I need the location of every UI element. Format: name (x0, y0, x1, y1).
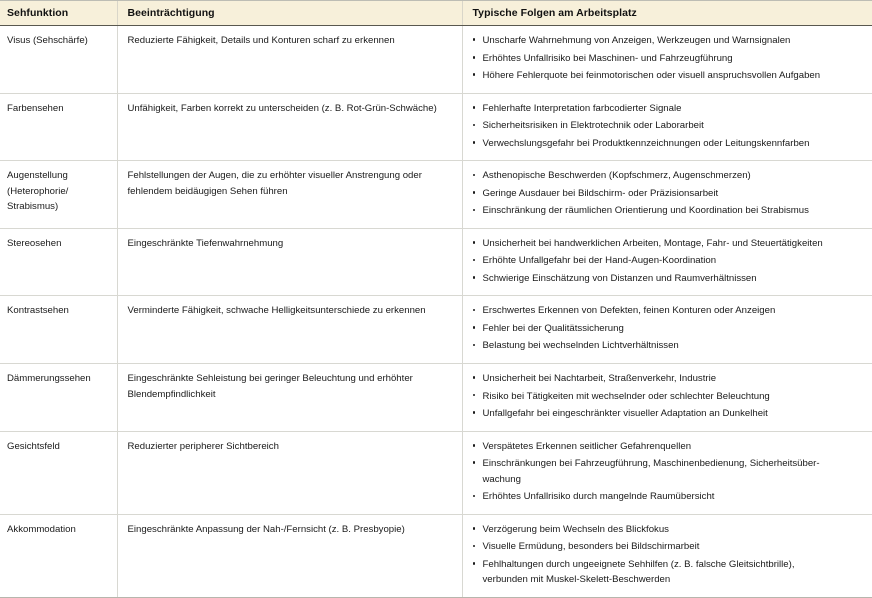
cell-beeintraechtigung: Verminderte Fähigkeit, schwache Helligkeitsunterschiede zu erkennen (117, 296, 462, 364)
bullet-icon (473, 191, 476, 194)
bullet-icon (473, 444, 476, 447)
cell-sehfunktion (0, 93, 117, 161)
cell-typische-folgen (462, 26, 872, 94)
cell-typische-folgen (462, 161, 872, 229)
column-header-beeintraechtigung: Beeinträchtigung (117, 1, 462, 26)
effect-text: Unsicherheit bei Nachtarbeit, Straßenverkehr, Industrie (482, 372, 717, 384)
table-row (0, 431, 872, 514)
sehfunktion-line: Stereosehen (7, 237, 62, 249)
effect-text: Fehlhaltungen durch ungeeignete Sehhilfen (z. B. falsche Gleitsichtbrille), (482, 558, 795, 570)
bullet-icon (473, 141, 476, 144)
list-item (473, 303, 863, 319)
effects-list (473, 236, 863, 287)
effect-text: Erhöhte Unfallgefahr bei der Hand-Augen-Koordination (482, 255, 717, 267)
bullet-icon (473, 309, 476, 312)
bullet-icon (473, 124, 476, 127)
effect-text: Belastung bei wechselnden Lichtverhältnissen (482, 340, 679, 352)
table-header-row (0, 1, 872, 26)
cell-sehfunktion (0, 431, 117, 514)
sehfunktion-line: Kontrastsehen (7, 305, 69, 317)
effects-list (473, 168, 863, 219)
cell-typische-folgen (462, 431, 872, 514)
list-item (473, 136, 863, 152)
effect-text: Asthenopische Beschwerden (Kopfschmerz, Augenschmerzen) (482, 170, 751, 182)
table-row (0, 296, 872, 364)
effect-text: Fehlerhafte Interpretation farbcodierter Signale (482, 102, 682, 114)
effect-text: Risiko bei Tätigkeiten mit wechselnder oder schlechter Beleuchtung (482, 390, 770, 402)
list-item (473, 389, 863, 405)
list-item (473, 439, 863, 455)
list-item (473, 68, 863, 84)
list-item (473, 33, 863, 49)
effect-text: Verspätetes Erkennen seitlicher Gefahrenquellen (482, 440, 692, 452)
bullet-icon (473, 209, 476, 212)
effect-text: Unfallgefahr bei eingeschränkter visueller Adaptation an Dunkelheit (482, 408, 768, 420)
table-row (0, 26, 872, 94)
list-item (473, 456, 863, 487)
list-item (473, 101, 863, 117)
sehfunktion-line: Strabismus) (7, 201, 59, 213)
effect-text: Erhöhtes Unfallrisiko bei Maschinen- und Fahrzeugführung (482, 52, 733, 64)
list-item (473, 371, 863, 387)
effects-list (473, 439, 863, 505)
table-row (0, 514, 872, 597)
list-item (473, 489, 863, 505)
effects-list (473, 33, 863, 84)
effects-list (473, 101, 863, 152)
sehfunktion-line: Dämmerungssehen (7, 372, 91, 384)
cell-sehfunktion (0, 26, 117, 94)
effect-text: Verwechslungsgefahr bei Produktkennzeichnungen oder Leitungskennfarben (482, 137, 810, 149)
bullet-icon (473, 73, 476, 76)
list-item (473, 271, 863, 287)
sehfunktion-line: Farbensehen (7, 102, 64, 114)
bullet-icon (473, 461, 476, 464)
sehfunktion-line: Visus (Sehschärfe) (7, 35, 88, 46)
cell-beeintraechtigung: Eingeschränkte Anpassung der Nah-/Fernsicht (z. B. Presbyopie) (117, 514, 462, 597)
list-item (473, 118, 863, 134)
effect-text: Unscharfe Wahrnehmung von Anzeigen, Werkzeugen und Warnsignalen (482, 35, 791, 46)
list-item (473, 203, 863, 219)
bullet-icon (473, 38, 476, 41)
list-item (473, 539, 863, 555)
column-header-sehfunktion: Sehfunktion (0, 1, 117, 26)
list-item (473, 557, 863, 588)
bullet-icon (473, 326, 476, 329)
list-item (473, 522, 863, 538)
column-header-typische-folgen: Typische Folgen am Arbeitsplatz (462, 1, 872, 26)
cell-typische-folgen (462, 296, 872, 364)
effect-text: Schwierige Einschätzung von Distanzen und Raumverhältnissen (482, 272, 757, 284)
effect-text: Erschwertes Erkennen von Defekten, feinen Konturen oder Anzeigen (482, 305, 776, 317)
effects-list (473, 371, 863, 422)
bullet-icon (473, 174, 476, 177)
sehfunktion-line: (Heterophorie/ (7, 185, 69, 197)
bullet-icon (473, 106, 476, 109)
effect-text: Visuelle Ermüdung, besonders bei Bildschirmarbeit (482, 541, 700, 553)
cell-beeintraechtigung: Eingeschränkte Sehleistung bei geringer Beleuchtung und erhöhter Blendempfindlichkeit (117, 363, 462, 431)
effects-list (473, 303, 863, 354)
cell-sehfunktion (0, 296, 117, 364)
effect-text: Geringe Ausdauer bei Bildschirm- oder Präzisionsarbeit (482, 187, 719, 199)
bullet-icon (473, 376, 476, 379)
cell-sehfunktion (0, 514, 117, 597)
effect-text: Höhere Fehlerquote bei feinmotorischen oder visuell anspruchsvollen Aufgaben (482, 70, 821, 82)
table-row (0, 228, 872, 296)
table-row (0, 161, 872, 229)
bullet-icon (473, 545, 476, 548)
effect-text: Fehler bei der Qualitätssicherung (482, 322, 624, 334)
effect-text: Einschränkungen bei Fahrzeugführung, Maschinenbedienung, Sicherheitsüber- (482, 458, 820, 470)
cell-typische-folgen (462, 514, 872, 597)
table-body (0, 26, 872, 598)
effect-text: Sicherheitsrisiken in Elektrotechnik oder Laborarbeit (482, 120, 704, 132)
effect-text-continuation: wachung (482, 473, 521, 485)
bullet-icon (473, 527, 476, 530)
table-row (0, 363, 872, 431)
list-item (473, 168, 863, 184)
bullet-icon (473, 394, 476, 397)
effect-text: Einschränkung der räumlichen Orientierung und Koordination bei Strabismus (482, 205, 809, 217)
effect-text: Erhöhtes Unfallrisiko durch mangelnde Raumübersicht (482, 491, 715, 503)
bullet-icon (473, 411, 476, 414)
list-item (473, 253, 863, 269)
list-item (473, 338, 863, 354)
sehfunktion-line: Augenstellung (7, 170, 68, 182)
cell-sehfunktion (0, 228, 117, 296)
effect-text: Unsicherheit bei handwerklichen Arbeiten, Montage, Fahr- und Steuertätigkeiten (482, 237, 823, 249)
cell-beeintraechtigung: Eingeschränkte Tiefenwahrnehmung (117, 228, 462, 296)
list-item (473, 236, 863, 252)
bullet-icon (473, 562, 476, 565)
list-item (473, 51, 863, 67)
sehfunktion-line: Gesichtsfeld (7, 440, 60, 452)
cell-beeintraechtigung: Unfähigkeit, Farben korrekt zu unterscheiden (z. B. Rot-Grün-Schwäche) (117, 93, 462, 161)
bullet-icon (473, 241, 476, 244)
effect-text-continuation: verbunden mit Muskel-Skelett-Beschwerden (482, 574, 671, 586)
cell-typische-folgen (462, 228, 872, 296)
cell-beeintraechtigung: Fehlstellungen der Augen, die zu erhöhter visueller Anstrengung oder fehlendem beidäugigen Sehen führen (117, 161, 462, 229)
table-header (0, 1, 872, 26)
cell-sehfunktion (0, 363, 117, 431)
list-item (473, 406, 863, 422)
effect-text: Verzögerung beim Wechseln des Blickfokus (482, 523, 669, 535)
cell-typische-folgen (462, 363, 872, 431)
bullet-icon (473, 344, 476, 347)
cell-typische-folgen (462, 93, 872, 161)
cell-beeintraechtigung: Reduzierte Fähigkeit, Details und Konturen scharf zu erkennen (117, 26, 462, 94)
bullet-icon (473, 495, 476, 498)
effects-list (473, 522, 863, 588)
cell-sehfunktion (0, 161, 117, 229)
table-row (0, 93, 872, 161)
bullet-icon (473, 276, 476, 279)
list-item (473, 186, 863, 202)
bullet-icon (473, 56, 476, 59)
cell-beeintraechtigung: Reduzierter peripherer Sichtbereich (117, 431, 462, 514)
list-item (473, 321, 863, 337)
bullet-icon (473, 259, 476, 262)
sehfunktion-line: Akkommodation (7, 523, 76, 535)
